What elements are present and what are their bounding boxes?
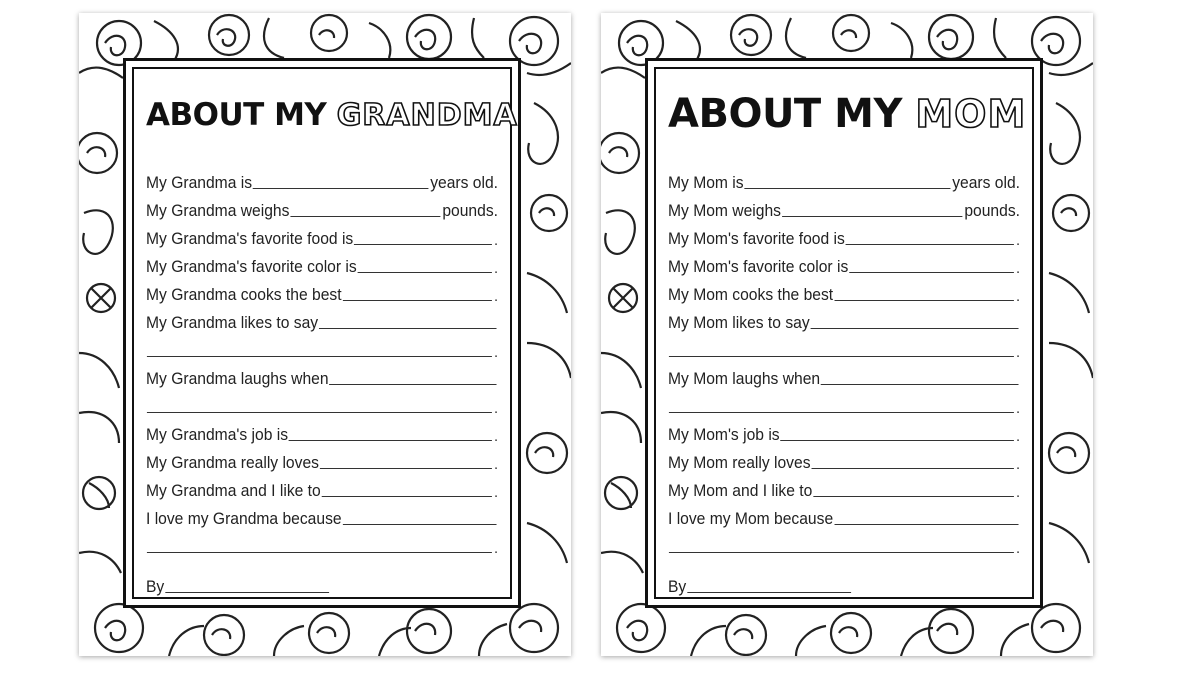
prompt-line-food: My Grandma's favorite food is . (146, 229, 499, 249)
prompt-line-laughs-cont: . (146, 389, 498, 417)
prompt-line-loves: My Mom really loves . (668, 453, 1021, 473)
title-bold-text: ABOUT MY (668, 91, 902, 137)
printable-sheet-mom (601, 13, 1093, 656)
worksheet-title (146, 97, 518, 133)
worksheet-title (668, 91, 1027, 137)
signature-line: By (668, 569, 1020, 597)
prompt-line-because: I love my Mom because (668, 501, 1020, 529)
prompt-line-age: My Mom is years old. (668, 173, 1021, 192)
worksheet-frame (645, 58, 1043, 608)
prompt-list (146, 165, 498, 597)
prompt-line-says: My Grandma likes to say (146, 305, 498, 333)
prompt-line-cooks: My Mom cooks the best . (668, 285, 1021, 305)
prompt-line-age: My Grandma is years old. (146, 173, 499, 192)
prompt-line-together: My Mom and I like to . (668, 481, 1021, 501)
prompt-line-cooks: My Grandma cooks the best . (146, 285, 499, 305)
prompt-line-weight: My Grandma weighs pounds. (146, 201, 499, 220)
prompt-line-because-cont: . (146, 529, 498, 557)
prompt-line-says-cont: . (668, 333, 1020, 361)
prompt-line-weight: My Mom weighs pounds. (668, 201, 1021, 220)
prompt-line-job: My Grandma's job is . (146, 425, 499, 445)
prompt-line-laughs: My Grandma laughs when (146, 361, 498, 389)
title-outline-text: MOM (915, 92, 1027, 136)
prompt-line-because: I love my Grandma because (146, 501, 498, 529)
prompt-line-because-cont: . (668, 529, 1020, 557)
prompt-list (668, 165, 1020, 597)
prompt-line-laughs: My Mom laughs when (668, 361, 1020, 389)
prompt-line-says: My Mom likes to say (668, 305, 1020, 333)
title-outline-text: GRANDMA (336, 98, 518, 133)
prompt-line-color: My Mom's favorite color is . (668, 257, 1021, 277)
title-bold-text: ABOUT MY (146, 97, 327, 133)
prompt-line-laughs-cont: . (668, 389, 1020, 417)
prompt-line-loves: My Grandma really loves . (146, 453, 499, 473)
printable-sheet-grandma (79, 13, 571, 656)
prompt-line-food: My Mom's favorite food is . (668, 229, 1021, 249)
prompt-line-says-cont: . (146, 333, 498, 361)
signature-line: By (146, 569, 498, 597)
prompt-line-together: My Grandma and I like to . (146, 481, 499, 501)
prompt-line-color: My Grandma's favorite color is . (146, 257, 499, 277)
worksheet-frame (123, 58, 521, 608)
prompt-line-job: My Mom's job is . (668, 425, 1021, 445)
